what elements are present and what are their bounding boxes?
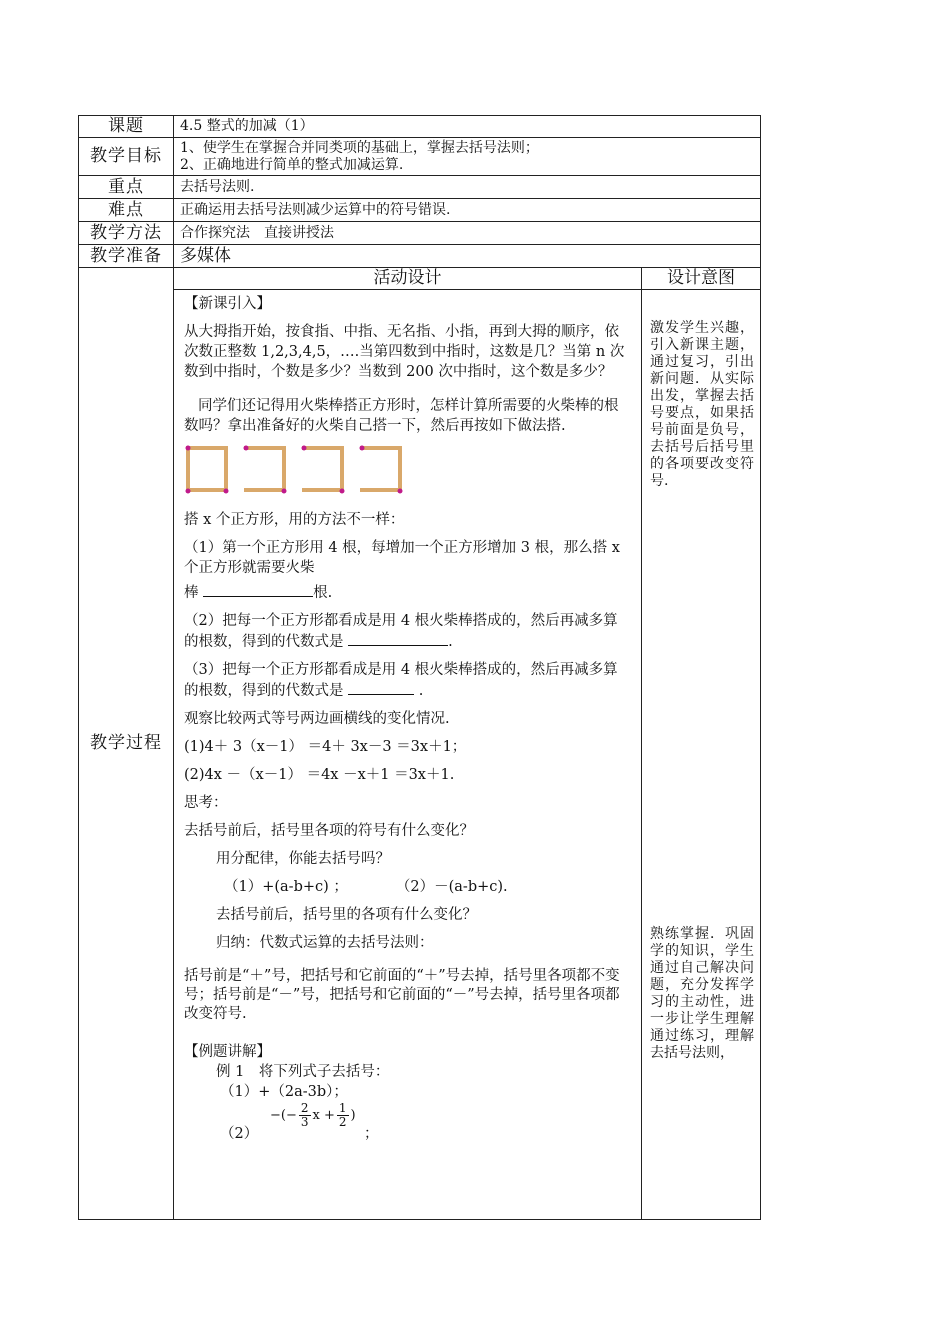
activity-content (174, 290, 642, 1220)
intent-text-two: 熟练掌握．巩固学的知识，学生通过自己解决问题，充分发挥学习的主动性，进一步让学生理解通过练习，理解去括号法则， (650, 926, 754, 1061)
think-label: 思考： (184, 795, 228, 811)
section-example: 【例题讲解】 (184, 1044, 271, 1060)
matchstick-square-icon (358, 444, 404, 494)
answer-blank (348, 680, 414, 695)
objective-item: 1、使学生在掌握合并同类项的基础上，掌握去括号法则； (180, 139, 539, 156)
method-three-paragraph: （3）把每一个正方形都看成是用 4 根火柴棒搭成的，然后再减多算的根数，得到的代数式是 . (184, 662, 618, 699)
method-two-paragraph: （2）把每一个正方形都看成是用 4 根火柴棒搭成的，然后再减多算的根数，得到的代数式是 . (184, 613, 618, 650)
bracket-rule: 括号前是“＋”号，把括号和它前面的“＋”号去掉，括号里各项都不变号；括号前是“－”号，把括号和它前面的“－”号去掉，括号里各项都改变符号. (184, 968, 620, 1022)
objectives-label: 教学目标 (79, 138, 174, 176)
example-title: 例 1 将下列式子去括号： (216, 1064, 390, 1080)
method-value: 合作探究法 直接讲授法 (174, 222, 761, 245)
intent-header: 设计意图 (642, 268, 761, 290)
topic-label: 课题 (79, 116, 174, 138)
question-one: 去括号前后，括号里各项的符号有什么变化？ (184, 823, 474, 839)
fraction: $\frac{2}{3}$ (300, 1101, 309, 1129)
compare-paragraph: 观察比较两式等号两边画横线的变化情况. (184, 711, 450, 727)
question-two: 用分配律，你能去括号吗？ (216, 851, 390, 867)
matchstick-square-icon (300, 444, 346, 494)
objective-item: 2、正确地进行简单的整式加减运算. (180, 156, 404, 173)
method-one-blank: 棒 根. (184, 582, 631, 603)
topic-value: 4.5 整式的加减（1） (174, 116, 761, 138)
key-point-label: 重点 (79, 176, 174, 199)
prep-label: 教学准备 (79, 245, 174, 268)
matchstick-figure (184, 444, 631, 494)
matchstick-paragraph: 同学们还记得用火柴棒搭正方形时，怎样计算所需要的火柴棒的根数吗？拿出准备好的火柴自己搭一下，然后再按如下做法搭. (184, 398, 619, 434)
objectives-value (174, 138, 761, 176)
difficulty-value: 正确运用去括号法则减少运算中的符号错误. (174, 199, 761, 222)
process-label: 教学过程 (79, 268, 174, 1220)
answer-blank (203, 582, 313, 597)
answer-blank (348, 631, 448, 646)
intent-text-one: 激发学生兴趣，引入新课主题，通过复习，引出新问题．从实际出发，掌握去括号要点，如果括号前面是负号，去括号后括号里的各项要改变符号. (650, 320, 754, 489)
method-one-paragraph: （1）第一个正方形用 4 根，每增加一个正方形增加 3 根，那么搭 x 个正方形就需要火柴 (184, 540, 620, 576)
question-three: 去括号前后，括号里的各项有什么变化？ (216, 907, 477, 923)
section-new-lesson: 【新课引入】 (184, 296, 271, 312)
intent-content (642, 290, 761, 1220)
lesson-plan-table (78, 115, 761, 1220)
fraction: $\frac{1}{2}$ (338, 1101, 347, 1129)
key-point-value: 去括号法则. (174, 176, 761, 199)
equation-two: (2)4x －（x－1） ＝4x －x＋1 ＝3x＋1. (184, 767, 455, 783)
exercise-pair: （1）+(a-b+c) ； （2）－(a-b+c). (224, 879, 508, 895)
matchstick-square-icon (242, 444, 288, 494)
difficulty-label: 难点 (79, 199, 174, 222)
equation-one: (1)4＋ 3（x－1） ＝4＋ 3x－3 ＝3x＋1； (184, 739, 467, 755)
example-item-two: （2） −(− $\frac{2}{3}$ x + $\frac{1}{2}$ ) ； (220, 1101, 379, 1142)
summary-line: 归纳：代数式运算的去括号法则： (216, 935, 434, 951)
prep-value: 多媒体 (174, 245, 761, 268)
finger-count-paragraph: 从大拇指开始，按食指、中指、无名指、小指，再到大拇的顺序，依次数正整数 1,2,3,4,5，….当第四数到中指时，这数是几？当第 n 次数到中指时，个数是多少？当数到 200 次中指时，这个数是多少？ (184, 324, 625, 380)
square-count-paragraph: 搭 x 个正方形，用的方法不一样： (184, 512, 405, 528)
activity-header: 活动设计 (174, 268, 642, 290)
method-label: 教学方法 (79, 222, 174, 245)
fraction-expression: −(− $\frac{2}{3}$ x + $\frac{1}{2}$ ) (270, 1101, 356, 1129)
matchstick-square-icon (184, 444, 230, 494)
example-item-one: （1）+（2a-3b）； (220, 1084, 348, 1100)
